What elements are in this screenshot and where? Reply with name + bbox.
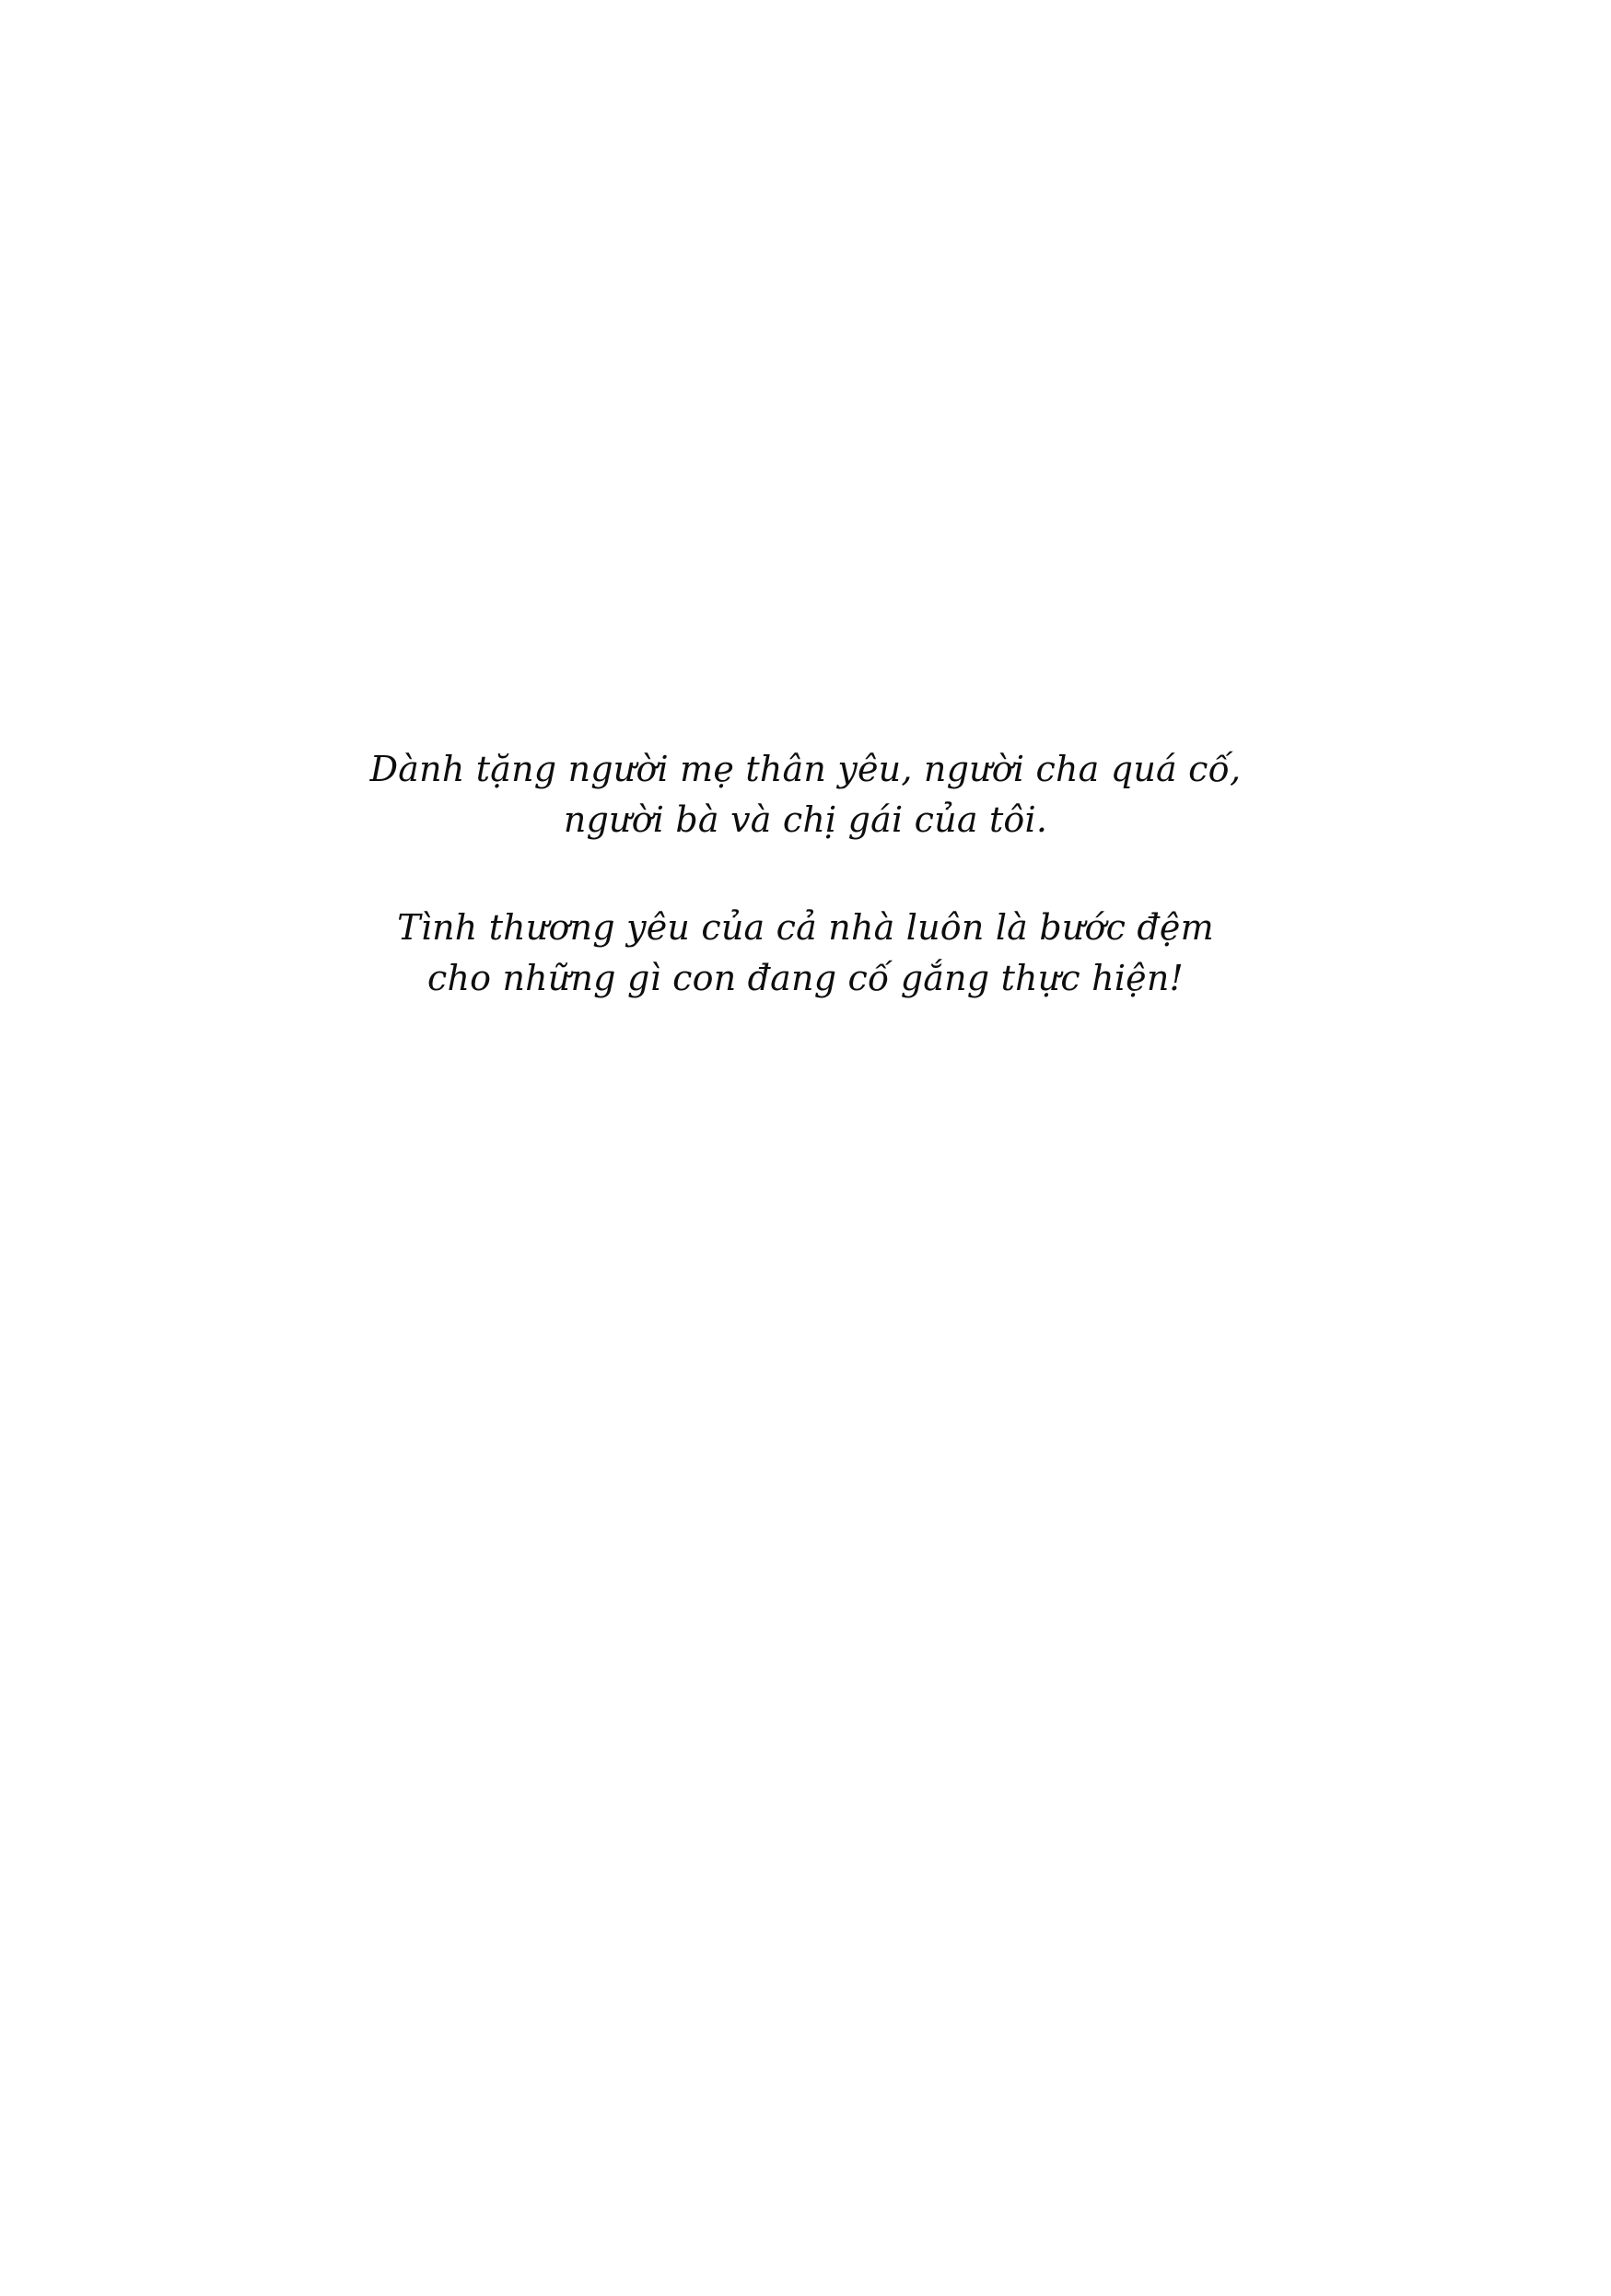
dedication-paragraph-1 (0, 744, 1611, 845)
dedication-section (0, 709, 1611, 1039)
dedication-line-3: Tình thương yêu của cả nhà luôn là bước đệm (397, 907, 1214, 949)
dedication-paragraph-2 (0, 903, 1611, 1004)
dedication-line-2: người bà và chị gái của tôi. (563, 799, 1048, 841)
dedication-line-4: cho những gì con đang cố gắng thực hiện! (426, 958, 1185, 999)
dedication-line-1: Dành tặng người mẹ thân yêu, người cha quá cố, (369, 749, 1242, 789)
